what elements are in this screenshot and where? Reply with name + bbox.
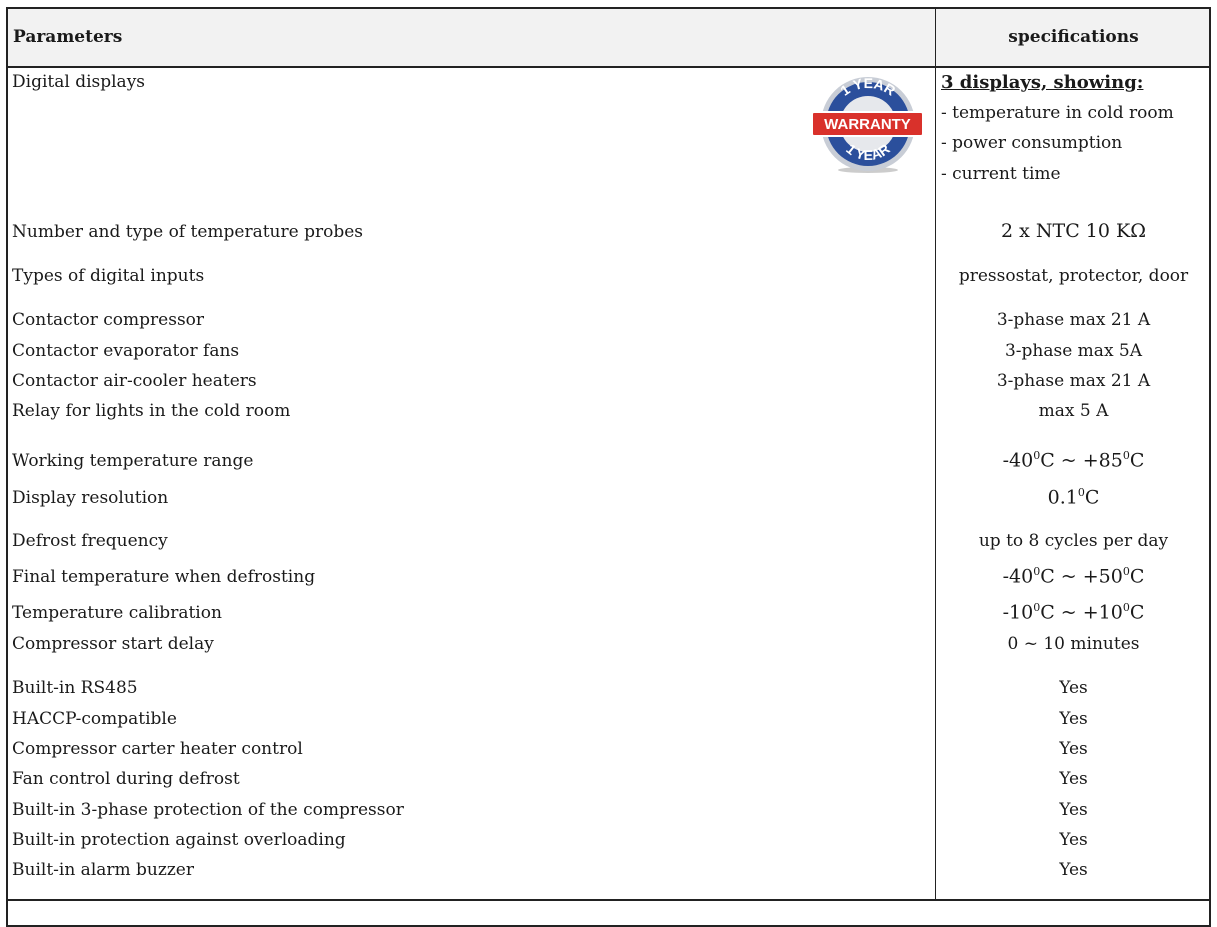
degree-superscript: 0 bbox=[1122, 449, 1130, 462]
degree-superscript: 0 bbox=[1122, 565, 1130, 578]
displays-item: - current time bbox=[941, 164, 1061, 184]
param-label: Built-in RS485 bbox=[12, 678, 138, 698]
displays-item: - power consumption bbox=[941, 133, 1123, 153]
degree-superscript: 0 bbox=[1033, 601, 1041, 614]
spec-value bbox=[936, 486, 1211, 508]
degree-superscript: 0 bbox=[1033, 449, 1041, 462]
spec-value-part: C bbox=[1129, 449, 1145, 472]
spec-value: pressostat, protector, door bbox=[958, 266, 1189, 286]
badge-bottom-text: 1 YEAR bbox=[843, 140, 893, 164]
spec-value: Yes bbox=[1059, 830, 1088, 850]
degree-superscript: 0 bbox=[1033, 565, 1041, 578]
spec-value: 0 ~ 10 minutes bbox=[1007, 634, 1140, 654]
param-label: HACCP-compatible bbox=[12, 709, 177, 729]
warranty-badge-icon bbox=[810, 74, 925, 174]
spec-value: Yes bbox=[1059, 739, 1088, 759]
degree-superscript: 0 bbox=[1122, 601, 1130, 614]
spec-value: 3-phase max 5A bbox=[1004, 341, 1143, 361]
param-label: Built-in alarm buzzer bbox=[12, 860, 194, 880]
spec-value: Yes bbox=[1059, 860, 1088, 880]
header-parameters: Parameters bbox=[13, 27, 123, 47]
spec-value: Yes bbox=[1059, 769, 1088, 789]
param-label: Contactor evaporator fans bbox=[12, 341, 240, 361]
spec-value-part: C bbox=[1129, 565, 1145, 588]
bottom-divider bbox=[6, 899, 1211, 901]
spec-value-part: -40 bbox=[1002, 565, 1034, 588]
spec-value bbox=[936, 565, 1211, 587]
spec-value-part: C bbox=[1129, 601, 1145, 624]
spec-value-part: C ~ +50 bbox=[1040, 565, 1123, 588]
spec-value: 3-phase max 21 A bbox=[996, 371, 1151, 391]
displays-title: 3 displays, showing: bbox=[941, 72, 1144, 93]
param-label: Fan control during defrost bbox=[12, 769, 240, 789]
spec-value-part: C ~ +10 bbox=[1040, 601, 1123, 624]
spec-value-part: -10 bbox=[1002, 601, 1034, 624]
spec-value-part: 0.1 bbox=[1047, 486, 1078, 509]
param-label: Working temperature range bbox=[12, 451, 254, 471]
param-label: Defrost frequency bbox=[12, 531, 168, 551]
param-label: Final temperature when defrosting bbox=[12, 567, 316, 587]
spec-value-part: C ~ +85 bbox=[1040, 449, 1123, 472]
badge-middle-text: WARRANTY bbox=[824, 116, 911, 133]
spec-value: up to 8 cycles per day bbox=[978, 531, 1169, 551]
param-label: Relay for lights in the cold room bbox=[12, 401, 291, 421]
spec-value-part: C bbox=[1084, 486, 1100, 509]
param-label: Temperature calibration bbox=[12, 603, 222, 623]
param-label: Built-in protection against overloading bbox=[12, 830, 346, 850]
spec-value bbox=[936, 601, 1211, 623]
degree-superscript: 0 bbox=[1077, 486, 1085, 499]
displays-item: - temperature in cold room bbox=[941, 103, 1174, 123]
spec-value bbox=[936, 449, 1211, 471]
param-label: Compressor start delay bbox=[12, 634, 214, 654]
spec-value: Yes bbox=[1059, 678, 1088, 698]
param-label: Compressor carter heater control bbox=[12, 739, 303, 759]
header-specifications: specifications bbox=[1008, 27, 1139, 47]
param-label: Display resolution bbox=[12, 488, 169, 508]
param-label: Contactor air-cooler heaters bbox=[12, 371, 257, 391]
param-label: Number and type of temperature probes bbox=[12, 222, 363, 242]
param-label: Contactor compressor bbox=[12, 310, 205, 330]
spec-value-part: -40 bbox=[1002, 449, 1034, 472]
spec-value: 2 x NTC 10 KΩ bbox=[1001, 220, 1146, 242]
param-label: Types of digital inputs bbox=[12, 266, 205, 286]
header-divider bbox=[6, 66, 1211, 68]
spec-value: Yes bbox=[1059, 800, 1088, 820]
spec-value: Yes bbox=[1059, 709, 1088, 729]
spec-value: 3-phase max 21 A bbox=[996, 310, 1151, 330]
param-label: Built-in 3-phase protection of the compressor bbox=[12, 800, 404, 820]
param-digital-displays: Digital displays bbox=[12, 72, 146, 92]
badge-top-text: 1 YEAR bbox=[837, 74, 899, 99]
spec-value: max 5 A bbox=[1038, 401, 1109, 421]
